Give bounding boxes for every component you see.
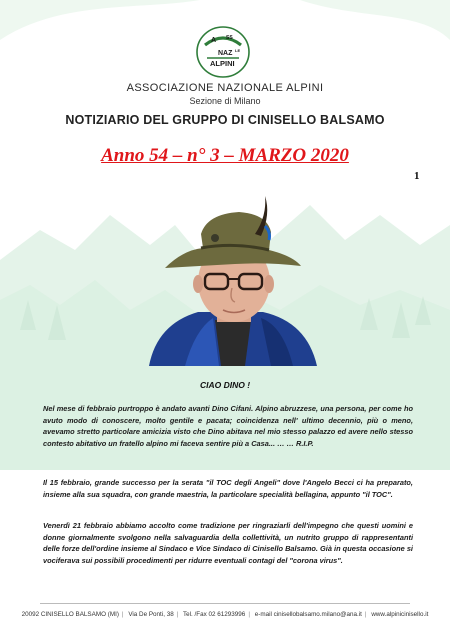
footer: 20092 CINISELLO BALSAMO (MI) | Via De Ponti, 38 | Tel. /Fax 02 61293996 | e-mail cinisellobalsamo.milano@ana.it | www.alpinicinisello.it — [21, 611, 429, 618]
newsletter-title: NOTIZIARIO DEL GRUPPO DI CINISELLO BALSAMO — [65, 113, 385, 127]
logo-text-le: LE — [235, 48, 241, 53]
portrait-photo — [143, 196, 321, 366]
footer-phone: Tel. /Fax 02 61293996 — [183, 611, 246, 618]
logo-text-a: A — [211, 37, 217, 44]
footer-divider — [40, 603, 410, 604]
footer-street: Via De Ponti, 38 — [128, 611, 174, 618]
footer-email[interactable]: e-mail cinisellobalsamo.milano@ana.it — [254, 611, 362, 618]
page-number: 1 — [414, 170, 420, 182]
footer-website[interactable]: www.alpinicinisello.it — [371, 611, 429, 618]
article-paragraph: Il 15 febbraio, grande successo per la serata "il TOC degli Angeli" dove l'Angelo Becci ci ha preparato, insieme alla sua squadra, con grande maestria, la particolare specialità bellagina, appunto "il TOC". — [43, 478, 413, 499]
article-paragraph: Nel mese di febbraio purtroppo è andato avanti Dino Cifani. Alpino abruzzese, una persona, per come ho avuto modo di conoscere, molto gentile e pacata; coincidenza nell' ultimo decennio, più o meno, avevamo stretto particolare amicizia visto che Dino abitava nel mio stesso palazzo ed avere nello stesso contesto abitativo un fratello alpino mi faceva sentire più a Casa... … … R.I.P. — [43, 404, 413, 448]
section-name: Sezione di Milano — [189, 96, 261, 106]
issue-heading: Anno 54 – n° 3 – MARZO 2020 — [101, 145, 349, 166]
article-paragraph: Venerdì 21 febbraio abbiamo accolto come tradizione per ringraziarli dell'impegno che questi uomini e donne giornalmente svolgono nella salvaguardia della collettività, un nutrito gruppo di rappresentanti delle forze dell'ordine insieme al Sindaco e Vice Sindaco di Cinisello Balsamo. Già in questa occasione si vociferava sui possibili procedimenti per ridurre eventuali contagi del "corona virus". — [43, 521, 413, 565]
article-title: CIAO DINO ! — [199, 380, 251, 390]
association-name: ASSOCIAZIONE NAZIONALE ALPINI — [126, 82, 324, 94]
ana-logo — [195, 25, 251, 79]
logo-text-naz: NAZ — [218, 50, 233, 57]
logo-text-ss: SS — [226, 35, 233, 41]
footer-address: 20092 CINISELLO BALSAMO (MI) — [21, 611, 119, 618]
logo-text-alpini: ALPINI — [210, 59, 235, 68]
